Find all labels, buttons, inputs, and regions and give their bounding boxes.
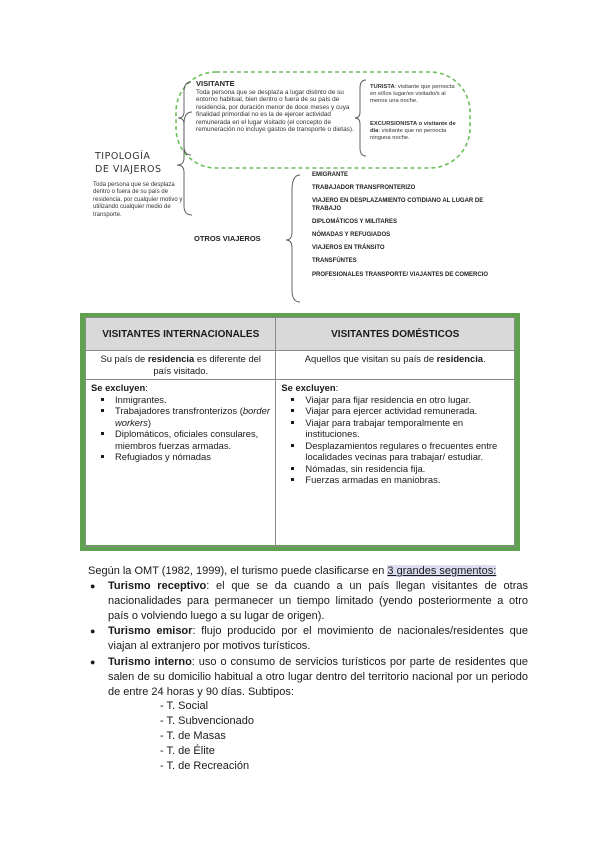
subtype-item: - T. de Élite xyxy=(160,744,215,757)
intro-text: Según la OMT (1982, 1999), el turismo puede clasificarse en xyxy=(88,565,388,577)
list-item: Desplazamientos regulares o frecuentes entre localidades vecinas para trabajar/ estudiar. xyxy=(293,440,509,463)
typology-title-line2: DE VIAJEROS xyxy=(95,164,162,175)
subtype-item: - T. de Masas xyxy=(160,729,226,742)
table-row-excluded xyxy=(86,380,515,547)
col-header-internacionales: VISITANTES INTERNACIONALES xyxy=(86,318,276,351)
typology-description: Toda persona que se desplaza dentro o fuera de su país de residencia, por cualquier motivo y utilizando cualquier medio de transporte. xyxy=(93,182,183,218)
intro-highlight: 3 grandes segmentos: xyxy=(387,565,497,577)
excluded-colon: : xyxy=(145,382,148,393)
segment-term: Turismo interno xyxy=(108,655,192,668)
cell-excluded-internacionales xyxy=(86,380,276,547)
table-header-row xyxy=(86,318,515,351)
otros-item: TRABAJADOR TRANSFRONTERIZO xyxy=(312,185,416,192)
interno-subtypes-list xyxy=(108,699,528,773)
visitante-definition: Toda persona que se desplaza a lugar distinto de su entorno habitual, bien dentro o fuera de su país de residencia, por duración menor de doce meses y cuya finalidad primordial no es la de ejercer actividad remunerada en el lugar visitado (el concepto de remuneración no incluye gastos de transporte o dietas). xyxy=(196,89,354,134)
list-item: Fuerzas armadas en maniobras. xyxy=(293,474,509,486)
subtype-item: - T. Subvencionado xyxy=(160,715,254,728)
excursionista-definition xyxy=(370,121,460,142)
typology-title xyxy=(95,150,195,176)
visitante-label: VISITANTE xyxy=(196,79,235,88)
list-item xyxy=(103,405,270,428)
list-item: Inmigrantes. xyxy=(103,394,270,406)
excursionista-label: EXCURSIONISTA o visitante de día xyxy=(370,121,456,134)
excluded-list xyxy=(281,394,509,486)
typology-title-line1: TIPOLOGÍA xyxy=(95,151,151,162)
otros-item: VIAJERO EN DESPLAZAMIENTO COTIDIANO AL LUGAR DE TRABAJO xyxy=(312,198,484,212)
diagram-shapes xyxy=(0,0,600,310)
otros-item: DIPLOMÁTICOS Y MILITARES xyxy=(312,218,398,225)
list-item: Nómadas, sin residencia fija. xyxy=(293,463,509,475)
otros-item: NÓMADAS Y REFUGIADOS xyxy=(312,232,391,239)
table-row-definition xyxy=(86,351,515,380)
otros-item: EMIGRANTE xyxy=(312,172,348,178)
traveler-typology-diagram xyxy=(0,0,600,310)
turista-label: TURISTA xyxy=(370,84,395,90)
segment-term: Turismo receptivo xyxy=(108,580,207,592)
def-text: Aquellos que visitan su país de xyxy=(304,353,437,364)
otros-item: PROFESIONALES TRANSPORTE/ VIAJANTES DE COMERCIO xyxy=(312,271,489,278)
intro-paragraph xyxy=(88,564,496,578)
def-bold: residencia xyxy=(147,353,195,364)
list-item: Viajar para fijar residencia en otro lugar. xyxy=(293,394,509,406)
cell-excluded-domesticos xyxy=(276,380,515,547)
item-italic: border workers xyxy=(115,405,270,428)
list-item: Diplomáticos, oficiales consulares, miembros fuerzas armadas. xyxy=(103,428,270,451)
excluded-heading xyxy=(91,382,270,394)
item-text: Trabajadores transfronterizos ( xyxy=(115,405,243,416)
item-text: ) xyxy=(147,416,151,428)
subtype-item: - T. Social xyxy=(160,700,209,713)
segment-interno xyxy=(88,655,528,773)
list-item: Viajar para trabajar temporalmente en instituciones. xyxy=(293,417,509,440)
def-text: Su país de xyxy=(100,353,148,364)
segment-term: Turismo emisor xyxy=(108,625,193,638)
excursionista-text: : visitante que no pernocta ninguna noche. xyxy=(370,128,447,141)
segment-emisor xyxy=(88,624,528,654)
col-header-domesticos: VISITANTES DOMÉSTICOS xyxy=(276,318,515,351)
turista-brace xyxy=(355,80,366,156)
excluded-label: Se excluyen xyxy=(91,382,146,393)
otros-item: TRANSFÚNTES xyxy=(312,258,357,265)
cell-def-internacionales xyxy=(86,351,276,380)
list-item: Viajar para ejercer actividad remunerada. xyxy=(293,405,509,417)
turista-definition xyxy=(370,84,455,105)
def-text: . xyxy=(483,353,486,364)
segment-text: : flujo producido por el movimiento de nacionales/residentes que viajan al extranjero por motivos turísticos. xyxy=(108,625,528,653)
list-item: Refugiados y nómadas xyxy=(103,451,270,463)
def-bold: residencia xyxy=(436,353,484,364)
visitors-comparison-table xyxy=(85,317,515,547)
otros-viajeros-label: OTROS VIAJEROS xyxy=(194,234,261,243)
excluded-label: Se excluyen xyxy=(281,382,336,393)
segment-text: : el que se da cuando a un país llegan visitantes de otras nacionalidades para permanecer un tiempo limitado (yendo posteriormente a otro país o volviendo luego a su lugar de origen). xyxy=(108,580,529,622)
tourism-segments-list xyxy=(88,579,528,774)
cell-def-domesticos xyxy=(276,351,515,380)
otros-viajeros-list xyxy=(312,172,492,285)
segment-receptivo xyxy=(88,579,528,623)
def-text: es diferente del país visitado. xyxy=(153,353,261,376)
excluded-colon: : xyxy=(335,382,339,393)
excluded-heading xyxy=(281,382,509,394)
excluded-list xyxy=(91,394,270,463)
segment-text: : uso o consumo de servicios turísticos por parte de residentes que salen de su domicilio habitual a otro lugar dentro del territorio nacional por un periodo de entre 24 horas y 90 días. Subtipos: xyxy=(108,655,528,698)
otros-item: VIAJEROS EN TRÁNSITO xyxy=(312,245,385,252)
turista-text: : visitante que pernocta en el/los lugar/es visitado/s al menos una noche. xyxy=(370,84,455,104)
otros-brace xyxy=(286,175,300,302)
subtype-item: - T. de Recreación xyxy=(160,759,250,772)
